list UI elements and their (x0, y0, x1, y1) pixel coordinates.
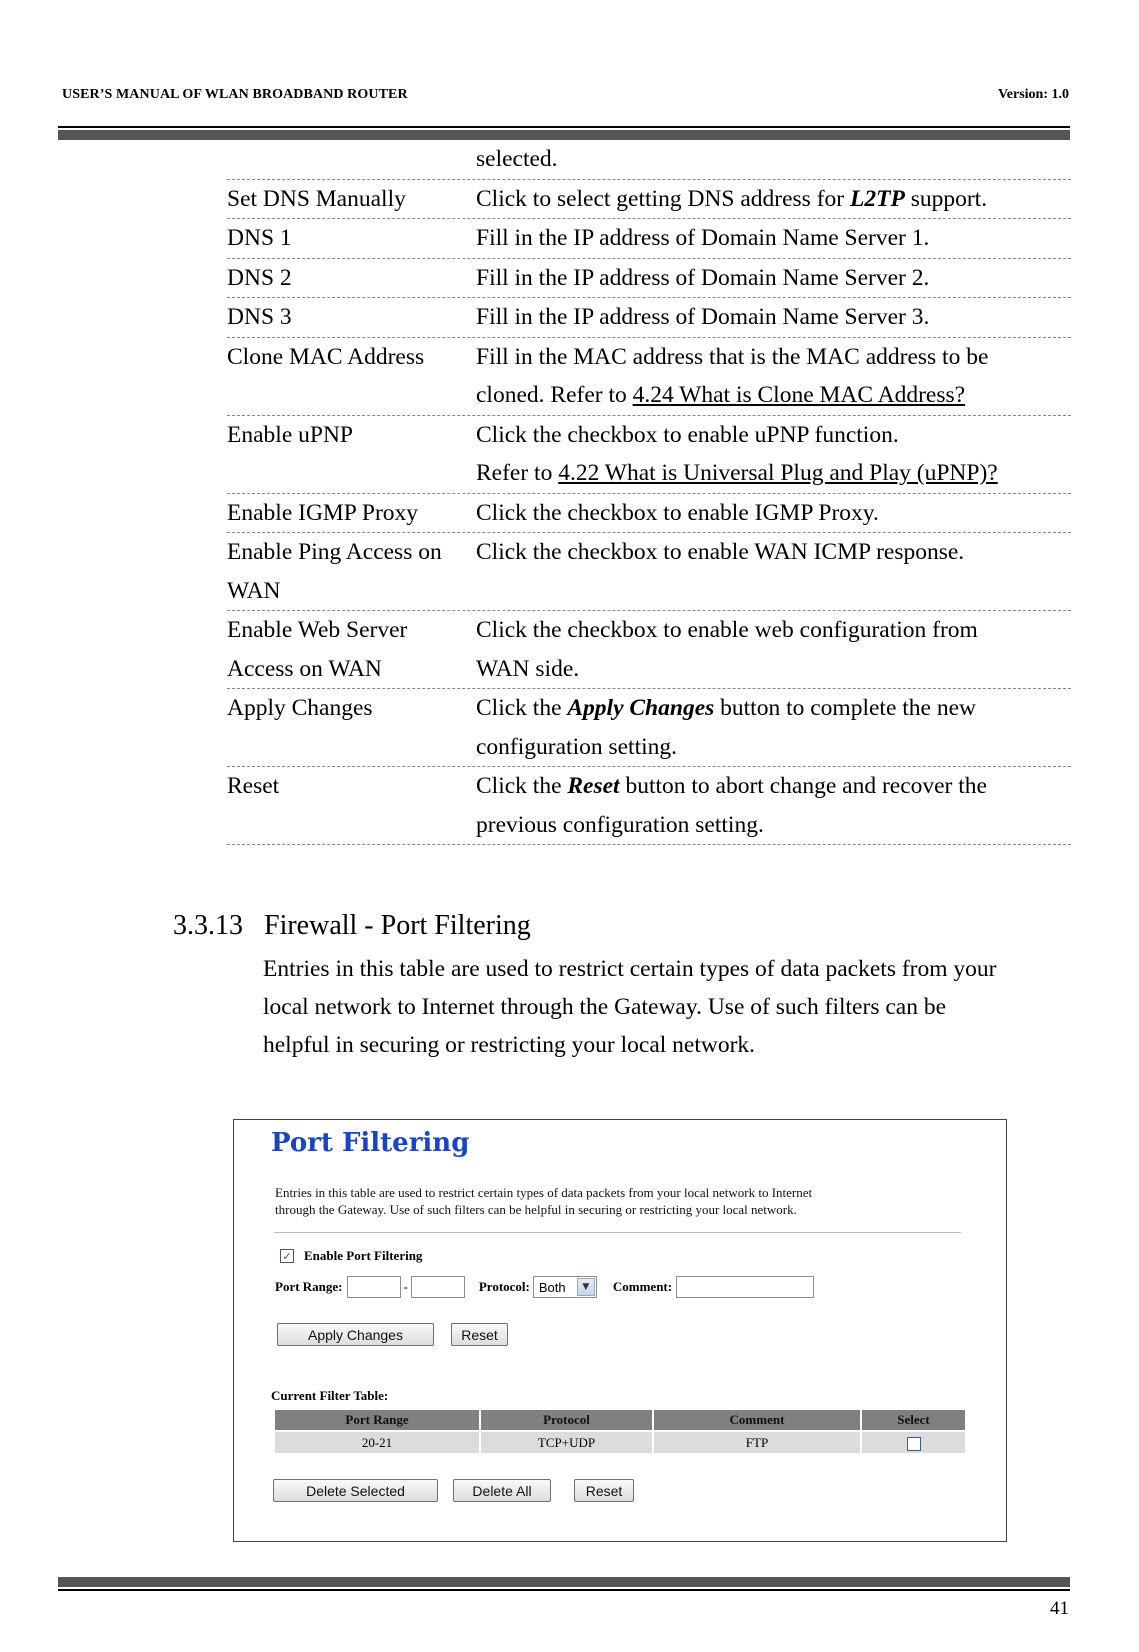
cell-port-range: 20-21 (275, 1432, 479, 1453)
definition-row (227, 533, 1071, 611)
pf-description: Entries in this table are used to restrict certain types of data packets from your local network to Internet through the Gateway. Use of such filters can be helpful in securing or restricting your local network. (275, 1185, 813, 1217)
definition-desc: Click the checkbox to enable IGMP Proxy. (476, 499, 879, 526)
definition-term: Set DNS Manually (227, 185, 406, 212)
apply-changes-button[interactable]: Apply Changes (277, 1323, 434, 1346)
enable-port-filtering-label: Enable Port Filtering (304, 1248, 423, 1263)
definition-row (227, 140, 1071, 180)
port-range-start-input[interactable] (347, 1276, 401, 1298)
definition-desc: Click the checkbox to enable web configuration from WAN side. (476, 617, 978, 682)
definition-desc: Click the checkbox to enable uPNP function. Refer to 4.22 What is Universal Plug and Play (uPNP)? (476, 421, 998, 486)
definition-term: Apply Changes (227, 695, 373, 721)
page-number: 41 (1050, 1598, 1069, 1619)
definition-row (227, 689, 1071, 767)
port-range-dash: - (403, 1279, 408, 1294)
definition-term: Enable Ping Access on WAN (227, 539, 442, 604)
port-filtering-screenshot (233, 1119, 1007, 1542)
upnp-link[interactable]: 4.22 What is Universal Plug and Play (uPNP)? (558, 460, 998, 486)
definition-term: Enable IGMP Proxy (227, 499, 419, 526)
definition-term: DNS 1 (227, 225, 292, 251)
header-version: Version: 1.0 (997, 87, 1069, 102)
chevron-down-icon: ▼ (577, 1278, 595, 1296)
definition-desc: Fill in the IP address of Domain Name Server 1. (476, 225, 930, 251)
definition-term: DNS 3 (227, 304, 292, 330)
current-filter-table (273, 1408, 967, 1455)
footer-rule-thick (58, 1577, 1070, 1587)
definition-row (227, 338, 1071, 416)
section-body: Entries in this table are used to restrict certain types of data packets from your local network to Internet through the Gateway. Use of such filters can be helpful in securing or restricting your local network. (263, 956, 997, 1058)
header-rule-thick (58, 130, 1070, 140)
header-rule-thin (58, 126, 1070, 128)
section-heading (173, 910, 531, 942)
enable-port-filtering-row (280, 1248, 422, 1264)
pf-page-title: Port Filtering (271, 1128, 470, 1158)
definition-desc: Fill in the MAC address that is the MAC address to be cloned. Refer to 4.24 What is Clone MAC Address? (476, 343, 989, 408)
definition-desc: Click the checkbox to enable WAN ICMP response. (476, 539, 965, 565)
cell-protocol: TCP+UDP (481, 1432, 652, 1453)
table-row (275, 1432, 965, 1453)
definition-desc: Click the Reset button to abort change and recover the previous configuration setting. (476, 773, 987, 838)
section-title: Firewall - Port Filtering (264, 910, 531, 941)
definition-term: Enable Web Server Access on WAN (227, 617, 408, 682)
definition-desc: Fill in the IP address of Domain Name Server 2. (476, 264, 930, 291)
definition-desc: Fill in the IP address of Domain Name Server 3. (476, 304, 930, 330)
filter-form-row (275, 1276, 814, 1298)
col-port-range: Port Range (275, 1410, 479, 1430)
definition-term (227, 140, 476, 179)
definition-row (227, 219, 1071, 259)
comment-label: Comment: (612, 1279, 673, 1294)
protocol-label: Protocol: (478, 1279, 530, 1294)
cell-comment: FTP (654, 1432, 860, 1453)
col-select: Select (862, 1410, 965, 1430)
clone-mac-link[interactable]: 4.24 What is Clone MAC Address? (632, 382, 966, 408)
definition-term: Enable uPNP (227, 421, 353, 448)
port-range-label: Port Range: (275, 1279, 343, 1294)
definition-desc: Click to select getting DNS address for L2TP support. (476, 185, 988, 212)
definition-row (227, 259, 1071, 299)
definition-row (227, 494, 1071, 534)
enable-port-filtering-checkbox[interactable]: ✓ (280, 1249, 294, 1263)
port-range-end-input[interactable] (411, 1276, 465, 1298)
cell-select (862, 1432, 965, 1453)
current-filter-table-label: Current Filter Table: (271, 1388, 389, 1403)
definition-row (227, 416, 1071, 494)
header-title: USER’S MANUAL OF WLAN BROADBAND ROUTER (62, 87, 408, 102)
definition-desc: Click the Apply Changes button to complete the new configuration setting. (476, 695, 976, 760)
col-comment: Comment (654, 1410, 860, 1430)
col-protocol: Protocol (481, 1410, 652, 1430)
section-number: 3.3.13 (173, 910, 243, 941)
reset-button[interactable]: Reset (451, 1323, 508, 1346)
delete-all-button[interactable]: Delete All (453, 1479, 551, 1502)
definition-term: Reset (227, 773, 280, 799)
definition-term: Clone MAC Address (227, 343, 425, 370)
definition-desc: selected. (476, 146, 558, 172)
footer-rule-thin (58, 1589, 1070, 1591)
definition-row (227, 767, 1071, 845)
definition-term: DNS 2 (227, 264, 292, 291)
definition-table (227, 140, 1071, 845)
reset-table-button[interactable]: Reset (574, 1479, 634, 1502)
definition-row (227, 298, 1071, 338)
row-select-checkbox[interactable] (907, 1437, 921, 1451)
delete-selected-button[interactable]: Delete Selected (273, 1479, 438, 1502)
definition-row (227, 180, 1071, 220)
protocol-select[interactable]: Both ▼ (533, 1276, 597, 1298)
pf-divider (274, 1232, 961, 1233)
comment-input[interactable] (676, 1276, 814, 1298)
definition-row (227, 611, 1071, 689)
